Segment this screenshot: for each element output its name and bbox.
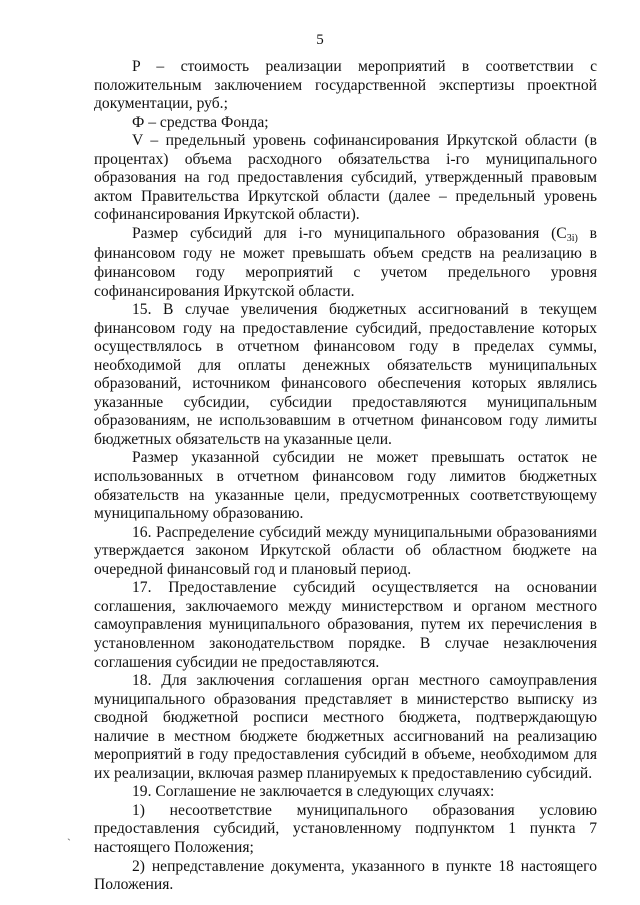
paragraph-clause-15: 15. В случае увеличения бюджетных ассигнований в текущем финансовом году на предоставление субсидий, предоставление которых осуществлялось в отчетном финансовом году в пределах суммы, необходимой для оплаты денежных обязательств муниципальных образований, источником финансового обеспечения которых являлись указанные субсидии, субсидии предоставляются муниципальным образованиям, не использовавшим в отчетном финансовом году лимиты бюджетных обязательств на указанные цели. [94,301,597,448]
page-number: 5 [316,32,324,48]
paragraph-definition-v: V – предельный уровень софинансирования Иркутской области (в процентах) объема расходного обязательства i-го муниципального образования на год предоставления субсидий, утвержденный правовым актом Правительства Иркутской области (далее – предельный уровень софинансирования Иркутской области). [94,132,597,224]
document-body [94,58,597,895]
paragraph-clause-19-item-2: 2) непредставление документа, указанного в пункте 18 настоящего Положения. [94,857,597,894]
paragraph-clause-16: 16. Распределение субсидий между муниципальными образованиями утверждается законом Иркутской области об областном бюджете на очередной финансовый год и плановый период. [94,523,597,578]
paragraph-clause-18: 18. Для заключения соглашения орган местного самоуправления муниципального образования представляет в министерство выписку из сводной бюджетной росписи местного бюджета, подтверждающую наличие в местном бюджете бюджетных ассигнований на реализацию мероприятий в году предоставления субсидий в объеме, необходимом для их реализации, включая размер планируемых к предоставлению субсидий. [94,672,597,782]
paragraph-clause-19: 19. Соглашение не заключается в следующих случаях: [132,783,495,801]
paragraph-clause-15-remainder: Размер указанной субсидии не может превышать остаток не использованных в отчетном финансовом году лимитов бюджетных обязательств на указанные цели, предусмотренных соответствующему муниципальному образованию. [94,449,597,523]
subsidy-size-text-after: в финансовом году не может превышать объем средств на реализацию в финансовом году мероприятий с учетом предельного уровня софинансирования Иркутской области. [94,224,598,300]
subsidy-size-text-before: Размер субсидий для i-го муниципального образования (C [132,224,567,242]
paragraph-definition-p: P – стоимость реализации мероприятий в соответствии с положительным заключением государственной экспертизы проектной документации, руб.; [94,58,597,113]
paragraph-clause-19-item-1: 1) несоответствие муниципального образования условию предоставления субсидий, установленному подпунктом 1 пункта 7 настоящего Положения; [94,801,597,856]
subsidy-size-subscript: 3i) [566,232,578,244]
paragraph-subsidy-size [94,225,597,301]
stray-mark: ` [67,836,71,850]
paragraph-clause-17: 17. Предоставление субсидий осуществляется на основании соглашения, заключаемого между министерством и органом местного самоуправления муниципального образования, путем их перечисления в установленном законодательством порядке. В случае незаключения соглашения субсидии не предоставляются. [94,579,597,671]
paragraph-definition-f: Ф – средства Фонда; [132,113,269,131]
